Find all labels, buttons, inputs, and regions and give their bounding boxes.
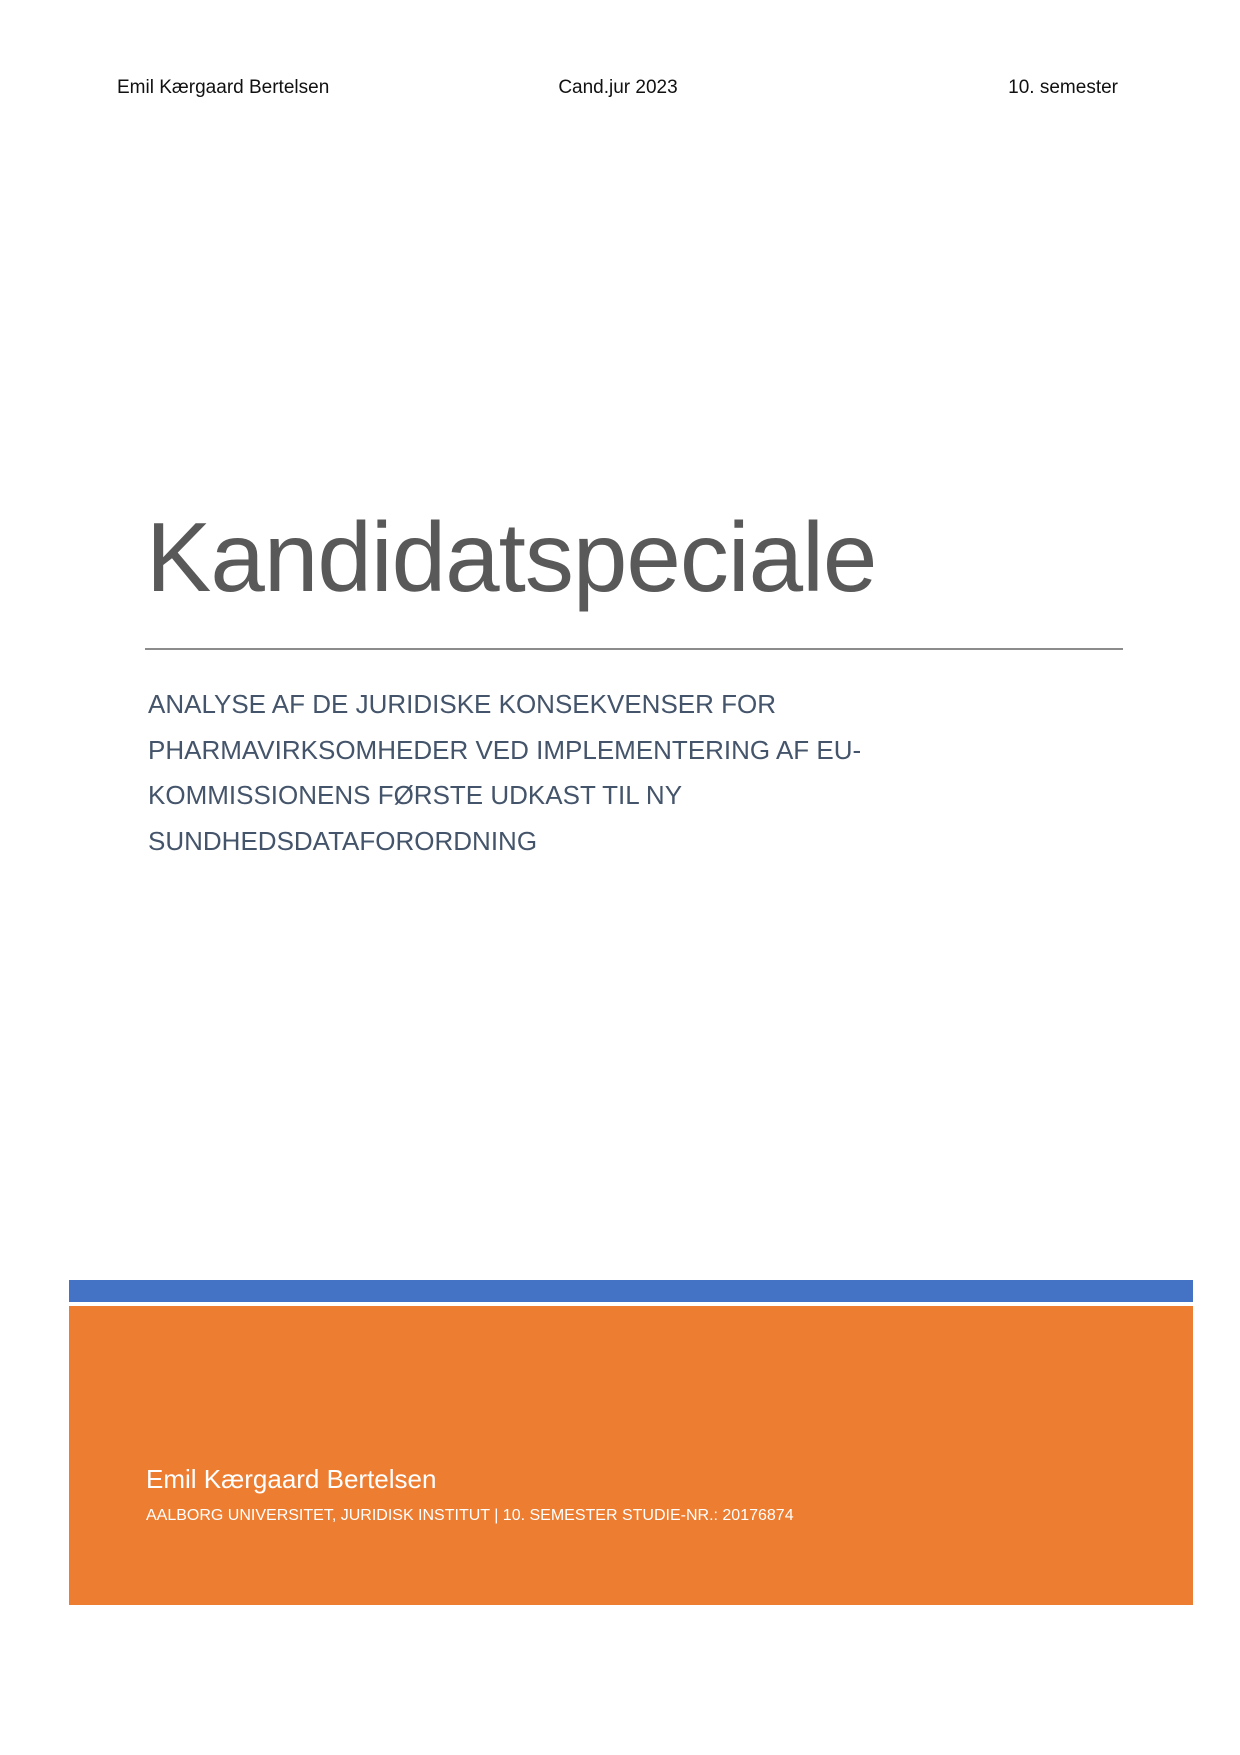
header-author: Emil Kærgaard Bertelsen: [117, 77, 330, 98]
header-semester: 10. semester: [1008, 77, 1118, 98]
cover-title: Kandidatspeciale: [146, 502, 877, 612]
author-panel: [69, 1306, 1193, 1605]
title-divider: [145, 648, 1123, 650]
blue-accent-bar: [69, 1280, 1193, 1302]
header-program: Cand.jur 2023: [558, 77, 678, 98]
footer-author: Emil Kærgaard Bertelsen: [146, 1464, 437, 1494]
cover-subtitle: ANALYSE AF DE JURIDISKE KONSEKVENSER FOR PHARMAVIRKSOMHEDER VED IMPLEMENTERING AF EU-KOMMISSIONENS FØRSTE UDKAST TIL NY SUNDHEDSDATAFORORDNING: [148, 689, 862, 856]
footer-institution-info: AALBORG UNIVERSITET, JURIDISK INSTITUT | 10. SEMESTER STUDIE-NR.: 20176874: [146, 1507, 794, 1524]
